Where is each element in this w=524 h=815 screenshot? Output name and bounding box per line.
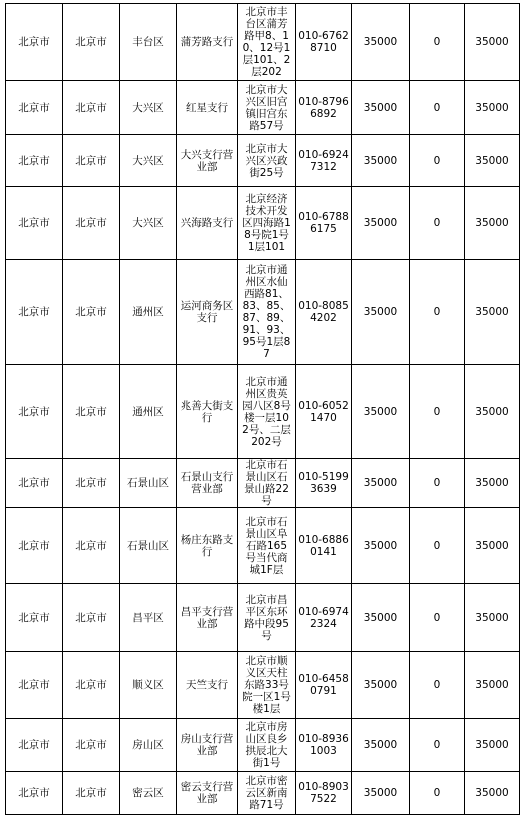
city-cell: 北京市 (63, 81, 120, 135)
table-row (6, 652, 520, 719)
district-cell: 石景山区 (120, 459, 177, 508)
phone-cell: 010-64580791 (296, 652, 352, 719)
phone-cell: 010-87966892 (296, 81, 352, 135)
amount-a-cell: 35000 (352, 260, 410, 365)
district-cell: 石景山区 (120, 508, 177, 584)
amount-a-cell: 35000 (352, 772, 410, 815)
address-cell: 北京市大兴区兴政街25号 (238, 135, 296, 187)
city-cell: 北京市 (63, 4, 120, 81)
amount-b-cell: 0 (410, 719, 465, 772)
amount-c-cell: 35000 (465, 652, 520, 719)
district-cell: 丰台区 (120, 4, 177, 81)
amount-b-cell: 0 (410, 459, 465, 508)
amount-c-cell: 35000 (465, 584, 520, 652)
amount-b-cell: 0 (410, 508, 465, 584)
amount-a-cell: 35000 (352, 365, 410, 459)
district-cell: 通州区 (120, 260, 177, 365)
province-cell: 北京市 (6, 187, 63, 260)
amount-c-cell: 35000 (465, 365, 520, 459)
amount-c-cell: 35000 (465, 508, 520, 584)
branch-cell: 大兴支行营业部 (177, 135, 238, 187)
phone-cell: 010-67886175 (296, 187, 352, 260)
province-cell: 北京市 (6, 459, 63, 508)
phone-cell: 010-89361003 (296, 719, 352, 772)
phone-cell: 010-89037522 (296, 772, 352, 815)
address-cell: 北京市房山区良乡拱辰北大街1号 (238, 719, 296, 772)
district-cell: 通州区 (120, 365, 177, 459)
phone-cell: 010-69742324 (296, 584, 352, 652)
city-cell: 北京市 (63, 584, 120, 652)
table-body (6, 4, 520, 815)
amount-b-cell: 0 (410, 135, 465, 187)
amount-c-cell: 35000 (465, 4, 520, 81)
amount-a-cell: 35000 (352, 719, 410, 772)
phone-cell: 010-69247312 (296, 135, 352, 187)
district-cell: 大兴区 (120, 187, 177, 260)
province-cell: 北京市 (6, 508, 63, 584)
city-cell: 北京市 (63, 508, 120, 584)
amount-b-cell: 0 (410, 584, 465, 652)
branch-cell: 密云支行营业部 (177, 772, 238, 815)
table-row (6, 508, 520, 584)
province-cell: 北京市 (6, 81, 63, 135)
amount-b-cell: 0 (410, 652, 465, 719)
province-cell: 北京市 (6, 719, 63, 772)
branch-cell: 蒲芳路支行 (177, 4, 238, 81)
table-row (6, 4, 520, 81)
province-cell: 北京市 (6, 4, 63, 81)
amount-a-cell: 35000 (352, 4, 410, 81)
amount-a-cell: 35000 (352, 459, 410, 508)
branch-cell: 兴海路支行 (177, 187, 238, 260)
province-cell: 北京市 (6, 365, 63, 459)
branch-cell: 石景山支行营业部 (177, 459, 238, 508)
city-cell: 北京市 (63, 365, 120, 459)
address-cell: 北京市石景山区石景山路22号 (238, 459, 296, 508)
province-cell: 北京市 (6, 652, 63, 719)
table-row (6, 187, 520, 260)
address-cell: 北京市通州区水仙西路81、83、85、87、89、91、93、95号1层87 (238, 260, 296, 365)
branch-table (5, 3, 520, 815)
province-cell: 北京市 (6, 260, 63, 365)
amount-b-cell: 0 (410, 365, 465, 459)
table-row (6, 365, 520, 459)
address-cell: 北京市通州区贵英园八区8号楼一层102号、二层202号 (238, 365, 296, 459)
address-cell: 北京市大兴区旧宫镇旧宫东路57号 (238, 81, 296, 135)
amount-c-cell: 35000 (465, 459, 520, 508)
amount-c-cell: 35000 (465, 81, 520, 135)
district-cell: 顺义区 (120, 652, 177, 719)
table-row (6, 81, 520, 135)
phone-cell: 010-60521470 (296, 365, 352, 459)
branch-cell: 运河商务区支行 (177, 260, 238, 365)
address-cell: 北京市石景山区阜石路165号当代商城1F层 (238, 508, 296, 584)
branch-cell: 杨庄东路支行 (177, 508, 238, 584)
city-cell: 北京市 (63, 187, 120, 260)
amount-c-cell: 35000 (465, 719, 520, 772)
district-cell: 大兴区 (120, 135, 177, 187)
branch-cell: 兆善大街支行 (177, 365, 238, 459)
amount-b-cell: 0 (410, 260, 465, 365)
district-cell: 大兴区 (120, 81, 177, 135)
address-cell: 北京市密云区新南路71号 (238, 772, 296, 815)
province-cell: 北京市 (6, 135, 63, 187)
table-row (6, 135, 520, 187)
amount-b-cell: 0 (410, 187, 465, 260)
table-row (6, 459, 520, 508)
amount-a-cell: 35000 (352, 135, 410, 187)
amount-b-cell: 0 (410, 4, 465, 81)
phone-cell: 010-67628710 (296, 4, 352, 81)
amount-b-cell: 0 (410, 772, 465, 815)
phone-cell: 010-51993639 (296, 459, 352, 508)
branch-cell: 昌平支行营业部 (177, 584, 238, 652)
branch-cell: 红星支行 (177, 81, 238, 135)
amount-a-cell: 35000 (352, 187, 410, 260)
amount-c-cell: 35000 (465, 260, 520, 365)
amount-a-cell: 35000 (352, 81, 410, 135)
city-cell: 北京市 (63, 772, 120, 815)
district-cell: 昌平区 (120, 584, 177, 652)
city-cell: 北京市 (63, 719, 120, 772)
city-cell: 北京市 (63, 135, 120, 187)
province-cell: 北京市 (6, 772, 63, 815)
city-cell: 北京市 (63, 459, 120, 508)
amount-a-cell: 35000 (352, 508, 410, 584)
table-row (6, 260, 520, 365)
amount-a-cell: 35000 (352, 584, 410, 652)
amount-a-cell: 35000 (352, 652, 410, 719)
amount-c-cell: 35000 (465, 135, 520, 187)
city-cell: 北京市 (63, 652, 120, 719)
address-cell: 北京经济技术开发区四海路18号院1号1层101 (238, 187, 296, 260)
district-cell: 密云区 (120, 772, 177, 815)
amount-c-cell: 35000 (465, 187, 520, 260)
address-cell: 北京市昌平区东环路中段95号 (238, 584, 296, 652)
city-cell: 北京市 (63, 260, 120, 365)
address-cell: 北京市丰台区蒲芳路甲8、10、12号1层101、2层202 (238, 4, 296, 81)
table-row (6, 584, 520, 652)
branch-cell: 房山支行营业部 (177, 719, 238, 772)
table-row (6, 772, 520, 815)
province-cell: 北京市 (6, 584, 63, 652)
phone-cell: 010-68860141 (296, 508, 352, 584)
district-cell: 房山区 (120, 719, 177, 772)
phone-cell: 010-80854202 (296, 260, 352, 365)
table-row (6, 719, 520, 772)
amount-b-cell: 0 (410, 81, 465, 135)
branch-cell: 天竺支行 (177, 652, 238, 719)
address-cell: 北京市顺义区天柱东路33号院一区1号楼1层 (238, 652, 296, 719)
amount-c-cell: 35000 (465, 772, 520, 815)
